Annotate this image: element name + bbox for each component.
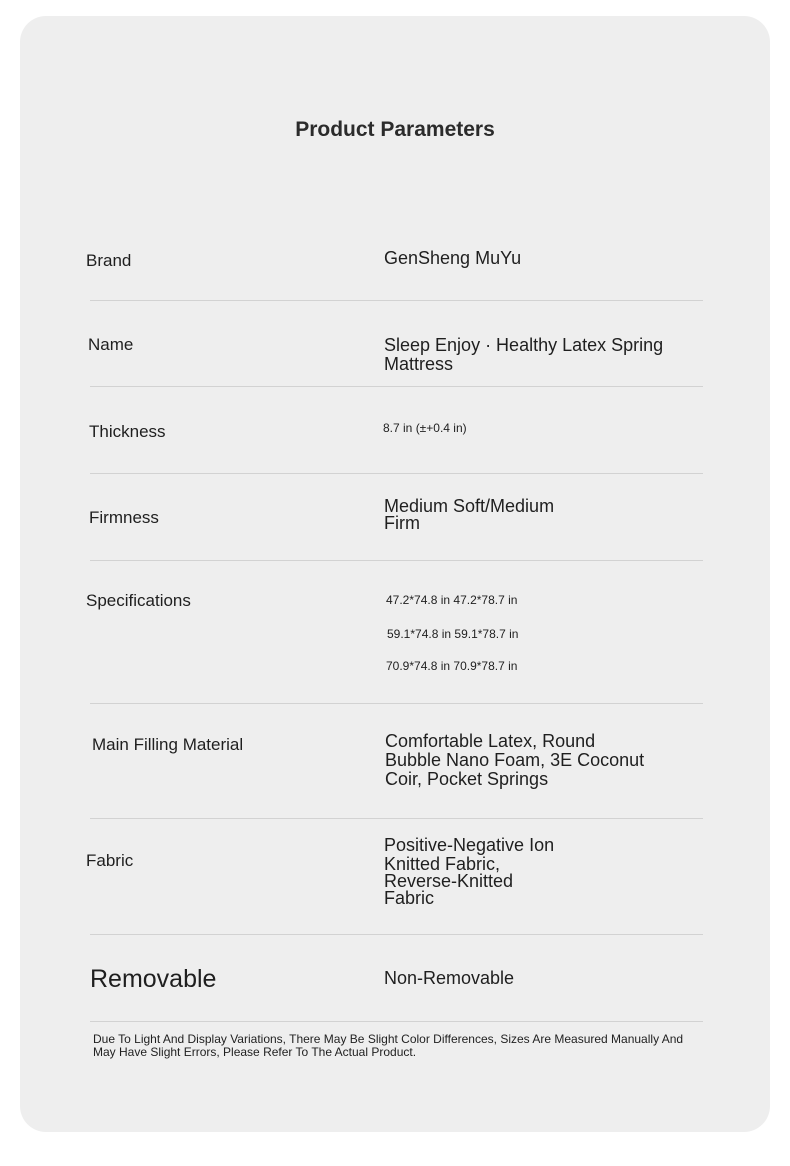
table-row-removable	[90, 934, 703, 1022]
row-label-thickness: Thickness	[89, 422, 166, 441]
table-row-filling-material	[90, 703, 703, 819]
table-row-name	[90, 300, 703, 387]
disclaimer-note: Due To Light And Display Variations, There May Be Slight Color Differences, Sizes Are Measured Manually And May Have Slight Errors, Please Refer To The Actual Product.	[93, 1032, 684, 1059]
fabric-line: Reverse-Knitted	[384, 871, 514, 891]
fabric-line: Positive-Negative Ion	[384, 835, 555, 855]
row-value-name: Sleep Enjoy · Healthy Latex Spring Mattress	[384, 335, 664, 374]
table-row-brand	[86, 230, 703, 301]
row-label-removable: Removable	[90, 965, 217, 993]
row-label-brand: Brand	[86, 251, 132, 270]
row-label-filling-material: Main Filling Material	[92, 735, 244, 754]
row-label-fabric: Fabric	[86, 851, 134, 870]
table-row-specifications	[86, 560, 703, 704]
row-value-filling-material: Comfortable Latex, Round Bubble Nano Foam, 3E Coconut Coir, Pocket Springs	[385, 731, 645, 789]
spec-size-line: 59.1*74.8 in 59.1*78.7 in	[387, 627, 519, 641]
table-row-firmness	[90, 473, 703, 561]
table-row-fabric	[86, 818, 703, 935]
row-value-brand: GenSheng MuYu	[384, 248, 522, 268]
row-label-specifications: Specifications	[86, 591, 191, 610]
row-value-removable: Non-Removable	[384, 968, 515, 988]
row-value-firmness: Medium Soft/Medium Firm	[384, 496, 555, 533]
spec-size-line: 47.2*74.8 in 47.2*78.7 in	[386, 593, 518, 607]
page-title: Product Parameters	[295, 118, 495, 141]
fabric-line: Knitted Fabric,	[384, 854, 501, 874]
row-value-fabric	[384, 837, 604, 907]
spec-size-line: 70.9*74.8 in 70.9*78.7 in	[386, 659, 518, 673]
row-label-firmness: Firmness	[89, 508, 159, 527]
row-value-thickness: 8.7 in (±+0.4 in)	[383, 421, 467, 435]
table-row-thickness	[90, 386, 703, 474]
row-label-name: Name	[88, 335, 134, 354]
fabric-line: Fabric	[384, 888, 435, 908]
